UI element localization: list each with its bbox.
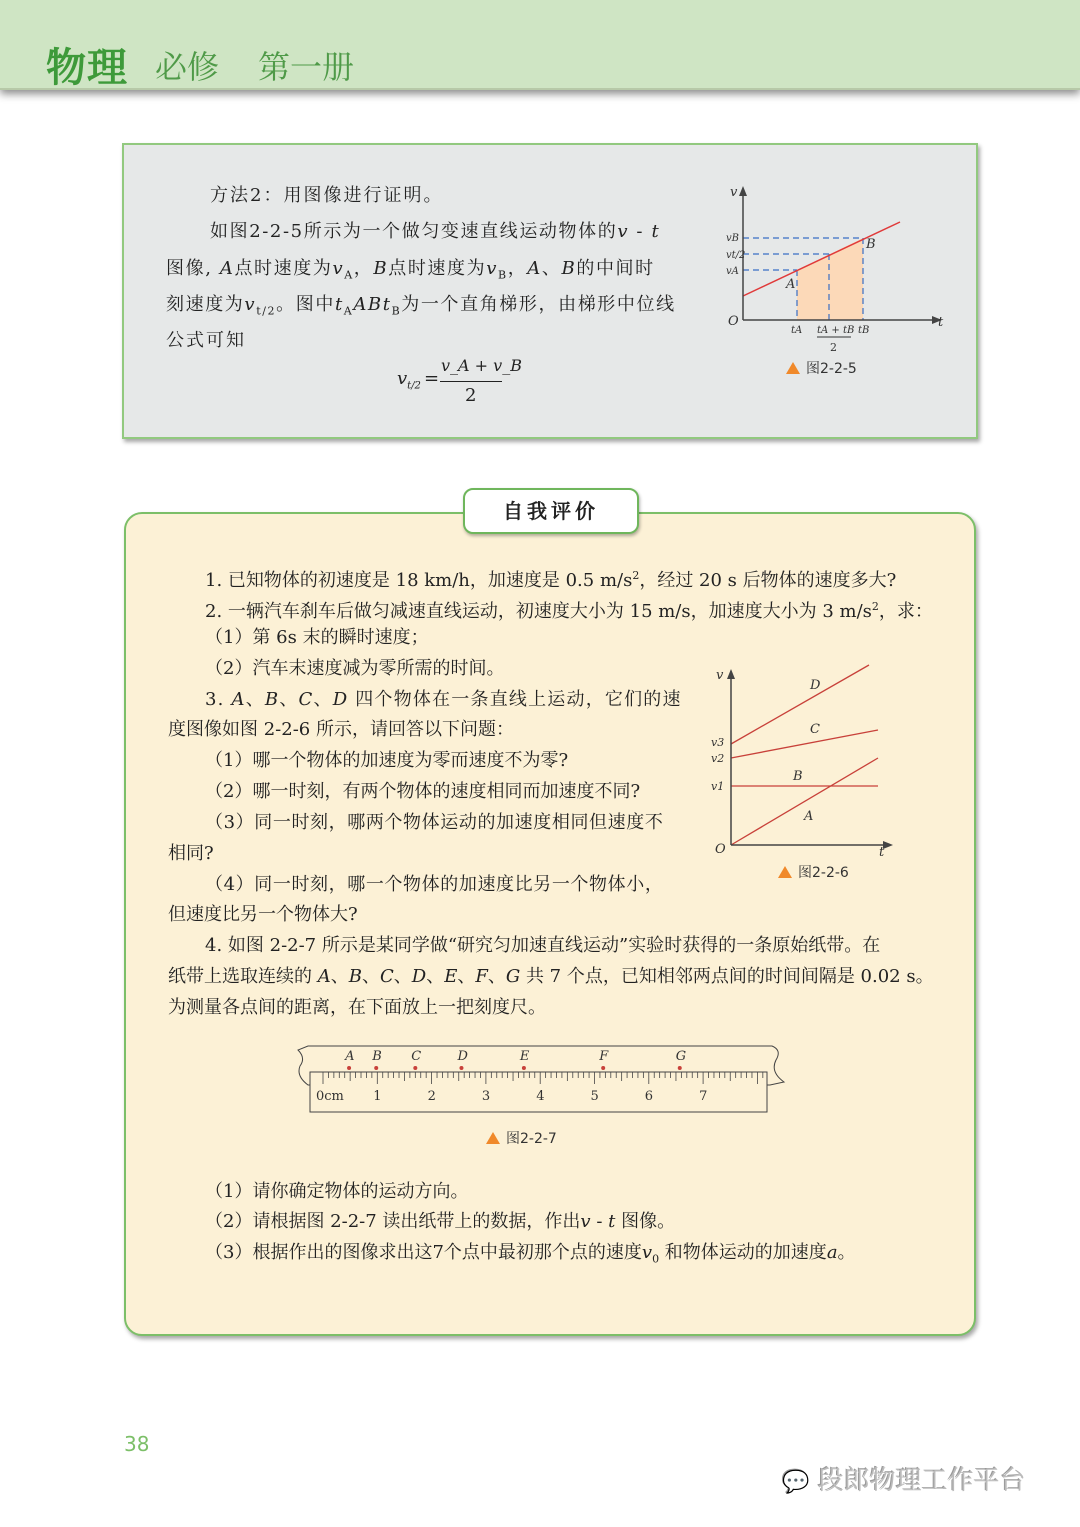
text-segment: 和物体运动的加速度 — [659, 1242, 827, 1263]
text-segment: 。 — [837, 1242, 856, 1263]
text-segment: 、 — [330, 966, 349, 987]
text-segment: 、 — [361, 966, 380, 987]
text-segment: 、 — [426, 966, 445, 987]
tA-label: tA — [791, 325, 803, 336]
book-subtitle-required: 必修 — [155, 48, 220, 86]
text-segment: D — [411, 966, 427, 987]
axis-t-label: t — [879, 845, 885, 860]
text-segment: a — [826, 1242, 838, 1263]
figure-2-2-7-caption — [486, 1128, 557, 1148]
watermark-text: 段郎物理工作平台 — [817, 1466, 1026, 1496]
point-B-label: B — [866, 237, 876, 252]
text-segment: （2）哪一时刻，有两个物体的速度相同而加速度不同? — [205, 781, 641, 802]
text-segment: B — [498, 268, 508, 282]
text-segment: 4. 如图 2-2-7 所示是某同学做“研究匀加速直线运动”实验时获得的一条原始纸带。在 — [205, 935, 881, 956]
text-segment: F — [475, 966, 488, 987]
text-segment: 2 — [871, 600, 879, 613]
book-volume: 第一册 — [258, 48, 355, 86]
text-segment: （1）第 6s 末的瞬时速度； — [205, 627, 429, 648]
text-segment: 、 — [541, 258, 562, 279]
tape-point-label: C — [411, 1049, 422, 1064]
text-segment: （3）同一时刻，哪两个物体运动的加速度相同但速度不 — [205, 812, 664, 833]
text-segment: B — [348, 966, 362, 987]
text-segment: v — [244, 294, 257, 315]
text-segment: v — [486, 258, 498, 279]
tape-point-D — [459, 1066, 463, 1070]
text-segment: 点时速度为 — [388, 258, 487, 279]
text-segment: ， — [507, 258, 528, 279]
text-segment: 刻速度为 — [166, 294, 245, 315]
vA-label: vA — [726, 266, 739, 277]
formula-lhs: v — [397, 368, 408, 389]
text-segment: 为一个直角梯形，由梯形中位线 — [401, 294, 676, 315]
tape-point-label: E — [519, 1049, 530, 1064]
text-segment: （1）请你确定物体的运动方向。 — [205, 1181, 469, 1202]
text-segment: B — [373, 258, 389, 279]
text-segment: A — [219, 258, 235, 279]
tB-label: tB — [858, 325, 870, 336]
origin-label: O — [715, 842, 726, 857]
text-segment: v — [580, 1211, 591, 1232]
text-segment: 图像。 — [615, 1211, 676, 1232]
text-segment: v — [617, 221, 630, 242]
text-segment: 度图像如图 2-2-6 所示，请回答以下问题： — [168, 719, 514, 740]
ruler-scale-label: 3 — [481, 1089, 491, 1104]
axis-v-label: v — [716, 668, 724, 683]
text-segment: 相同? — [168, 843, 214, 864]
text-segment: t — [382, 294, 392, 315]
text-segment: （1）哪一个物体的加速度为零而速度不为零? — [205, 750, 569, 771]
axis-v-label: v — [730, 185, 738, 200]
vmid-label: vt/2 — [726, 250, 746, 261]
text-segment: （3）根据作出的图像求出这7个点中最初那个点的速度 — [205, 1242, 642, 1263]
text-segment: B — [561, 258, 577, 279]
ruler-scale-label: 6 — [644, 1089, 654, 1104]
text-segment: D — [332, 689, 349, 710]
ruler-scale-label: 7 — [699, 1089, 708, 1104]
tape-point-label: B — [372, 1049, 382, 1064]
ruler-scale-label: 2 — [427, 1089, 436, 1104]
text-segment: A — [231, 689, 246, 710]
text-segment: 如图2-2-5所示为一个做匀变速直线运动物体的 — [210, 221, 618, 242]
axis-t-label: t — [938, 315, 944, 330]
caption-text: 图2-2-5 — [806, 361, 857, 377]
wechat-icon: 💬 — [782, 1470, 810, 1495]
text-segment: 、 — [245, 689, 265, 710]
text-segment: 、 — [313, 689, 333, 710]
watermark — [782, 1460, 1026, 1497]
text-segment: A — [527, 258, 542, 279]
ruler-scale-label: 1 — [373, 1089, 382, 1104]
text-segment: A — [343, 304, 354, 318]
formula-numerator: v_A + v_B — [441, 356, 522, 375]
v3-label: v3 — [711, 736, 725, 749]
text-segment: 纸带上选取连续的 — [168, 966, 318, 987]
text-segment: - — [590, 1211, 609, 1232]
page-number: 38 — [124, 1432, 150, 1456]
text-segment: t — [608, 1211, 616, 1232]
text-segment: 3. — [205, 689, 232, 710]
origin-label: O — [728, 314, 739, 329]
formula-equals: = — [424, 368, 440, 389]
formula-lhs-sub: t/2 — [407, 380, 421, 392]
text-segment: 、 — [393, 966, 412, 987]
text-segment: C — [379, 966, 394, 987]
text-segment: E — [444, 966, 458, 987]
text-segment: v — [641, 1242, 653, 1263]
text-segment: G — [505, 966, 521, 987]
point-A-label: A — [786, 277, 796, 292]
text-segment: （2）汽车末速度减为零所需的时间。 — [205, 658, 505, 679]
text-segment: 0 — [652, 1252, 660, 1266]
text-segment: ，求： — [878, 601, 933, 622]
line-D-label: D — [810, 678, 821, 693]
vB-label: vB — [726, 233, 739, 244]
text-segment: ，经过 20 s 后物体的速度多大? — [639, 570, 897, 591]
ruler-scale-label: 4 — [536, 1089, 545, 1104]
text-segment: 、 — [457, 966, 476, 987]
book-title: 物理 — [46, 45, 128, 91]
tape-point-C — [413, 1066, 417, 1070]
text-segment: ， — [353, 258, 374, 279]
tape-point-A — [347, 1066, 351, 1070]
line-A-label: A — [804, 809, 814, 824]
text-segment: 为测量各点间的距离，在下面放上一把刻度尺。 — [168, 997, 546, 1018]
tmid-denominator: 2 — [830, 341, 837, 354]
tape-point-label: F — [599, 1049, 609, 1064]
tape-point-F — [601, 1066, 605, 1070]
tmid-numerator: tA + tB — [817, 325, 855, 336]
text-segment: （4）同一时刻，哪一个物体的加速度比另一个物体小， — [205, 874, 664, 895]
text-segment: 1. 已知物体的初速度是 18 km/h，加速度是 0.5 m/s — [205, 570, 633, 591]
text-segment: 点时速度为 — [234, 258, 333, 279]
text-segment: 图像, — [166, 258, 220, 279]
v2-label: v2 — [711, 752, 725, 765]
ruler-unit-label: 0cm — [316, 1089, 344, 1104]
text-segment: B — [391, 304, 402, 318]
text-segment: t — [334, 294, 344, 315]
tape-point-G — [678, 1066, 682, 1070]
text-segment: （2）请根据图 2-2-7 读出纸带上的数据，作出 — [205, 1211, 581, 1232]
text-segment: t — [651, 221, 661, 242]
line-B-label: B — [793, 769, 803, 784]
text-segment: AB — [353, 294, 383, 315]
text-segment: B — [264, 689, 280, 710]
text-segment: 的中间时 — [576, 258, 655, 279]
line-C-label: C — [810, 722, 820, 737]
text-segment: 方法2：用图像进行证明。 — [210, 185, 444, 206]
tape-point-label: A — [345, 1049, 355, 1064]
tape-point-B — [374, 1066, 378, 1070]
text-segment: - — [629, 221, 652, 242]
caption-text: 图2-2-6 — [798, 865, 849, 881]
text-segment: A — [317, 966, 331, 987]
text-segment: 但速度比另一个物体大? — [168, 904, 358, 925]
v1-label: v1 — [711, 780, 725, 793]
tape-point-label: G — [675, 1049, 687, 1064]
formula-denominator: 2 — [465, 385, 477, 406]
caption-text: 图2-2-7 — [506, 1131, 557, 1147]
tape-point-label: D — [457, 1049, 468, 1064]
text-segment: A — [344, 268, 354, 282]
text-segment: 共 7 个点，已知相邻两点间的时间间隔是 0.02 s。 — [520, 966, 934, 987]
self-evaluation-title: 自我评价 — [463, 488, 639, 534]
text-segment: 、 — [487, 966, 506, 987]
text-segment: 四个物体在一条直线上运动，它们的速 — [348, 689, 682, 710]
text-segment: C — [298, 689, 314, 710]
text-segment: v — [332, 258, 345, 279]
text-segment: t/2 — [256, 304, 277, 318]
ruler-scale-label: 5 — [590, 1089, 599, 1104]
tape-point-E — [522, 1066, 526, 1070]
text-segment: 公式可知 — [166, 330, 246, 351]
text-segment: 、 — [279, 689, 299, 710]
text-segment: 2. 一辆汽车刹车后做匀减速直线运动，初速度大小为 15 m/s，加速度大小为 3 m/s — [205, 601, 872, 622]
text-segment: 2 — [632, 569, 640, 582]
text-segment: 。图中 — [276, 294, 335, 315]
triangle-icon — [486, 1132, 500, 1144]
